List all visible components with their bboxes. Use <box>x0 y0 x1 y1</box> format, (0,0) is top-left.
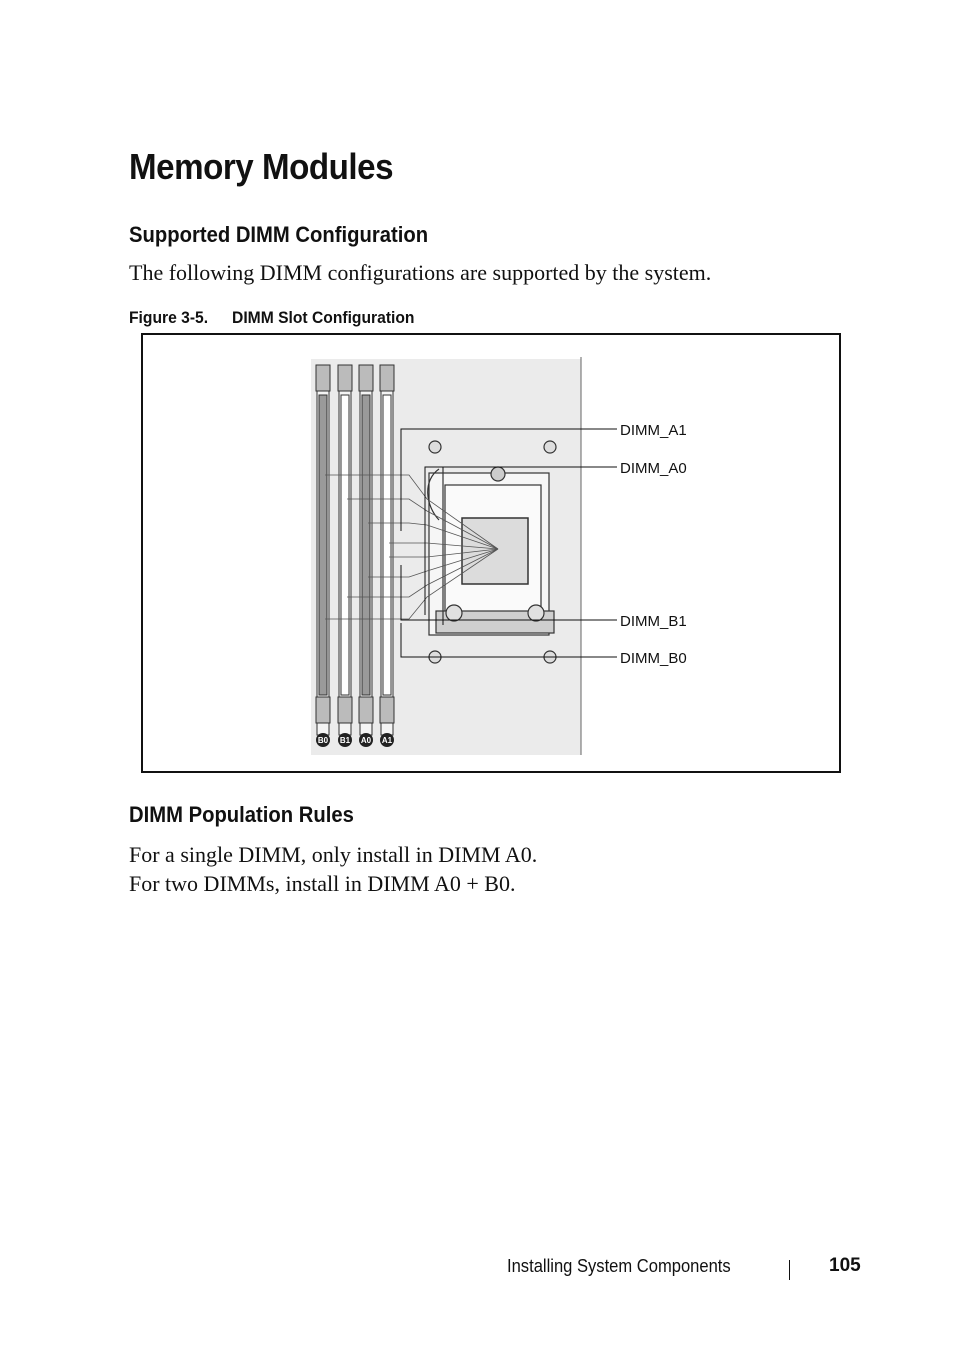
section-heading-dimm-population-rules: DIMM Population Rules <box>129 802 354 827</box>
rule-line-two-dimms: For two DIMMs, install in DIMM A0 + B0. <box>129 871 516 896</box>
rule-line-single-dimm: For a single DIMM, only install in DIMM A0. <box>129 842 538 867</box>
figure-number: Figure 3-5. <box>129 308 209 327</box>
callout-dimm-a1: DIMM_A1 <box>620 422 687 439</box>
supported-dimm-paragraph: The following DIMM configurations are supported by the system. <box>129 260 712 285</box>
dimm-slot-figure <box>141 333 841 773</box>
slot-label-b0: B0 <box>317 736 329 745</box>
figure-title: DIMM Slot Configuration <box>232 308 415 327</box>
section-heading-supported-dimm: Supported DIMM Configuration <box>129 222 429 247</box>
footer-separator <box>789 1260 790 1280</box>
slot-label-a1: A1 <box>381 736 393 745</box>
dimm-slot-diagram <box>143 335 843 775</box>
callout-dimm-a0: DIMM_A0 <box>620 460 687 477</box>
footer-page-number: 105 <box>829 1255 861 1276</box>
slot-label-a0: A0 <box>360 736 372 745</box>
figure-caption <box>129 308 414 328</box>
callout-dimm-b0: DIMM_B0 <box>620 650 687 667</box>
population-rules-paragraph <box>129 840 537 898</box>
slot-label-b1: B1 <box>339 736 351 745</box>
callout-dimm-b1: DIMM_B1 <box>620 613 687 630</box>
footer-section-title: Installing System Components <box>507 1256 731 1276</box>
page-title: Memory Modules <box>129 146 394 187</box>
